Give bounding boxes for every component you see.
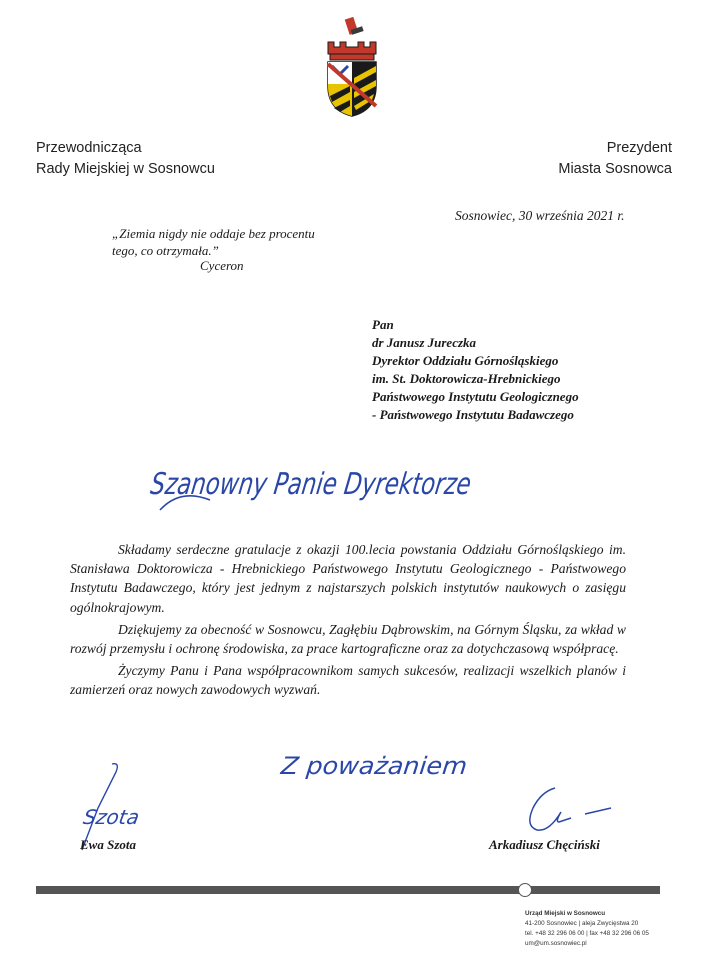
letter-body	[70, 540, 626, 703]
handwritten-closing	[280, 738, 480, 788]
epigraph-quote	[112, 225, 315, 259]
addressee-line: Pan	[372, 317, 394, 332]
closing-text: Z poważaniem	[279, 752, 459, 780]
city-crest-logo	[318, 14, 386, 118]
header-left-title: Przewodnicząca	[36, 140, 142, 156]
hammer-icon	[345, 17, 364, 35]
addressee-line: - Państwowego Instytutu Badawczego	[372, 407, 574, 422]
body-paragraph-2: Dziękujemy za obecność w Sosnowcu, Zagłębiu Dąbrowskim, na Górnym Śląsku, za wkład w rozwój przemysłu i ochronę środowiska, za prace kartograficzne oraz za dotychczasową współpracę.	[70, 621, 626, 657]
addressee-line: im. St. Doktorowicza-Hrebnickiego	[372, 371, 561, 386]
addressee-line: Państwowego Instytutu Geologicznego	[372, 389, 579, 404]
footer-org: Urząd Miejski w Sosnowcu	[525, 910, 606, 917]
footer-contact	[525, 909, 649, 949]
footer-divider-bar	[36, 886, 660, 894]
footer-circle-marker	[518, 883, 532, 897]
header-right-title: Prezydent	[606, 140, 672, 156]
signatory-right-name: Arkadiusz Chęciński	[489, 837, 600, 852]
signature-left-handwriting: Szota	[81, 805, 142, 829]
addressee-line: dr Janusz Jureczka	[372, 335, 477, 350]
footer-phone: tel. +48 32 296 06 00 | fax +48 32 296 06 05	[525, 930, 649, 937]
header-right	[558, 138, 672, 180]
header-left-subtitle: Rady Miejskiej w Sosnowcu	[36, 161, 215, 177]
salutation-text: Szanowny Panie Dyrektorze	[148, 467, 572, 502]
header-right-subtitle: Miasta Sosnowca	[558, 161, 672, 177]
signatory-left-name: Ewa Szota	[80, 837, 136, 852]
footer-web[interactable]: um@um.sosnowiec.pl	[525, 940, 587, 947]
body-paragraph-3: Życzymy Panu i Pana współpracownikom samych sukcesów, realizacji wszelkich planów i zamierzeń oraz nowych zawodowych wyzwań.	[70, 663, 626, 698]
footer-address: 41-200 Sosnowiec | aleja Zwycięstwa 20	[525, 920, 639, 927]
quote-line-2: tego, co otrzymała.”	[112, 243, 219, 258]
letter-date: Sosnowiec, 30 września 2021 r.	[455, 208, 625, 223]
body-paragraph-1: Składamy serdeczne gratulacje z okazji 100.lecia powstania Oddziału Górnośląskiego im. Stanisława Doktorowicza - Hrebnickiego Państwowego Instytutu Geologicznego - Państwowego Instytutu Badawczego, który jest jednym z najstarszych polskich instytutów naukowych o zasięgu ogólnokrajowym.	[70, 542, 626, 615]
handwritten-salutation	[148, 448, 572, 518]
addressee-line: Dyrektor Oddziału Górnośląskiego	[372, 353, 559, 368]
header-left	[36, 138, 215, 180]
quote-line-1: „Ziemia nigdy nie oddaje bez procentu	[112, 226, 315, 241]
quote-author: Cyceron	[200, 258, 244, 273]
addressee-block	[372, 316, 579, 424]
